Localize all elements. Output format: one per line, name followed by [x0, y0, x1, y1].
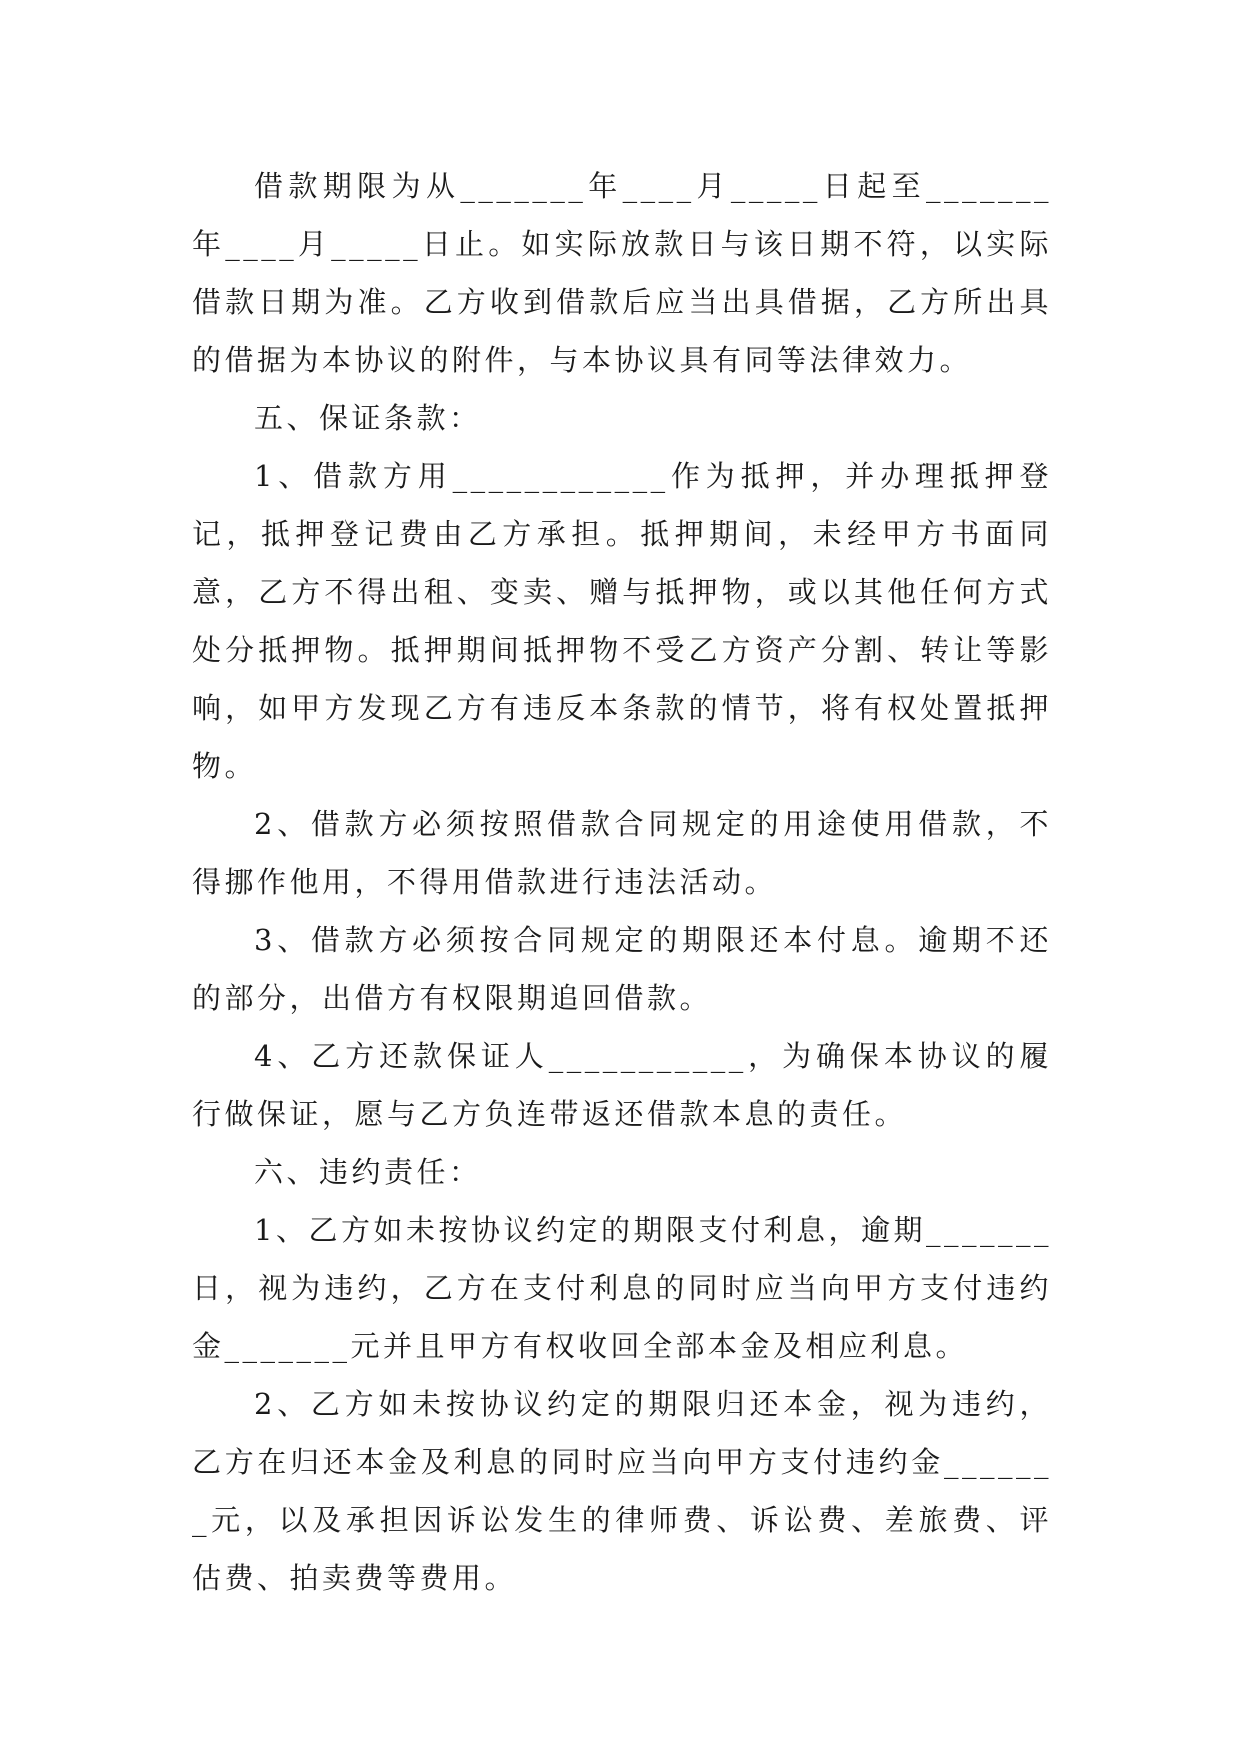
- section-heading-guarantee: 五、保证条款：: [254, 401, 482, 435]
- clause-mortgage: 1、借款方用____________作为抵押，并办理抵押登记，抵押登记费由乙方承担。抵押期间，未经甲方书面同意，乙方不得出租、变卖、赠与抵押物，或以其他任何方式处分抵押物。抵押期间抵押物不受乙方资产分割、转让等影响，如甲方发现乙方有违反本条款的情节，将有权处置抵押物。: [192, 459, 1052, 783]
- clause-loan-usage: 2、借款方必须按照借款合同规定的用途使用借款，不得挪作他用，不得用借款进行违法活动。: [192, 807, 1052, 899]
- document-body: [192, 157, 1052, 1607]
- section-heading-liability: 六、违约责任：: [254, 1155, 482, 1189]
- clause-principal-default: 2、乙方如未按协议约定的期限归还本金，视为违约，乙方在归还本金及利息的同时应当向甲方支付违约金_______元，以及承担因诉讼发生的律师费、诉讼费、差旅费、评估费、拍卖费等费用。: [192, 1387, 1052, 1595]
- paragraph-loan-term: 借款期限为从_______年____月_____日起至_______年____月_____日止。如实际放款日与该日期不符，以实际借款日期为准。乙方收到借款后应当出具借据，乙方所出具的借据为本协议的附件，与本协议具有同等法律效力。: [192, 169, 1052, 377]
- clause-repayment: 3、借款方必须按合同规定的期限还本付息。逾期不还的部分，出借方有权限期追回借款。: [192, 923, 1052, 1015]
- clause-guarantor: 4、乙方还款保证人___________，为确保本协议的履行做保证，愿与乙方负连带返还借款本息的责任。: [192, 1039, 1052, 1131]
- clause-interest-default: 1、乙方如未按协议约定的期限支付利息，逾期_______日，视为违约，乙方在支付利息的同时应当向甲方支付违约金_______元并且甲方有权收回全部本金及相应利息。: [192, 1213, 1052, 1363]
